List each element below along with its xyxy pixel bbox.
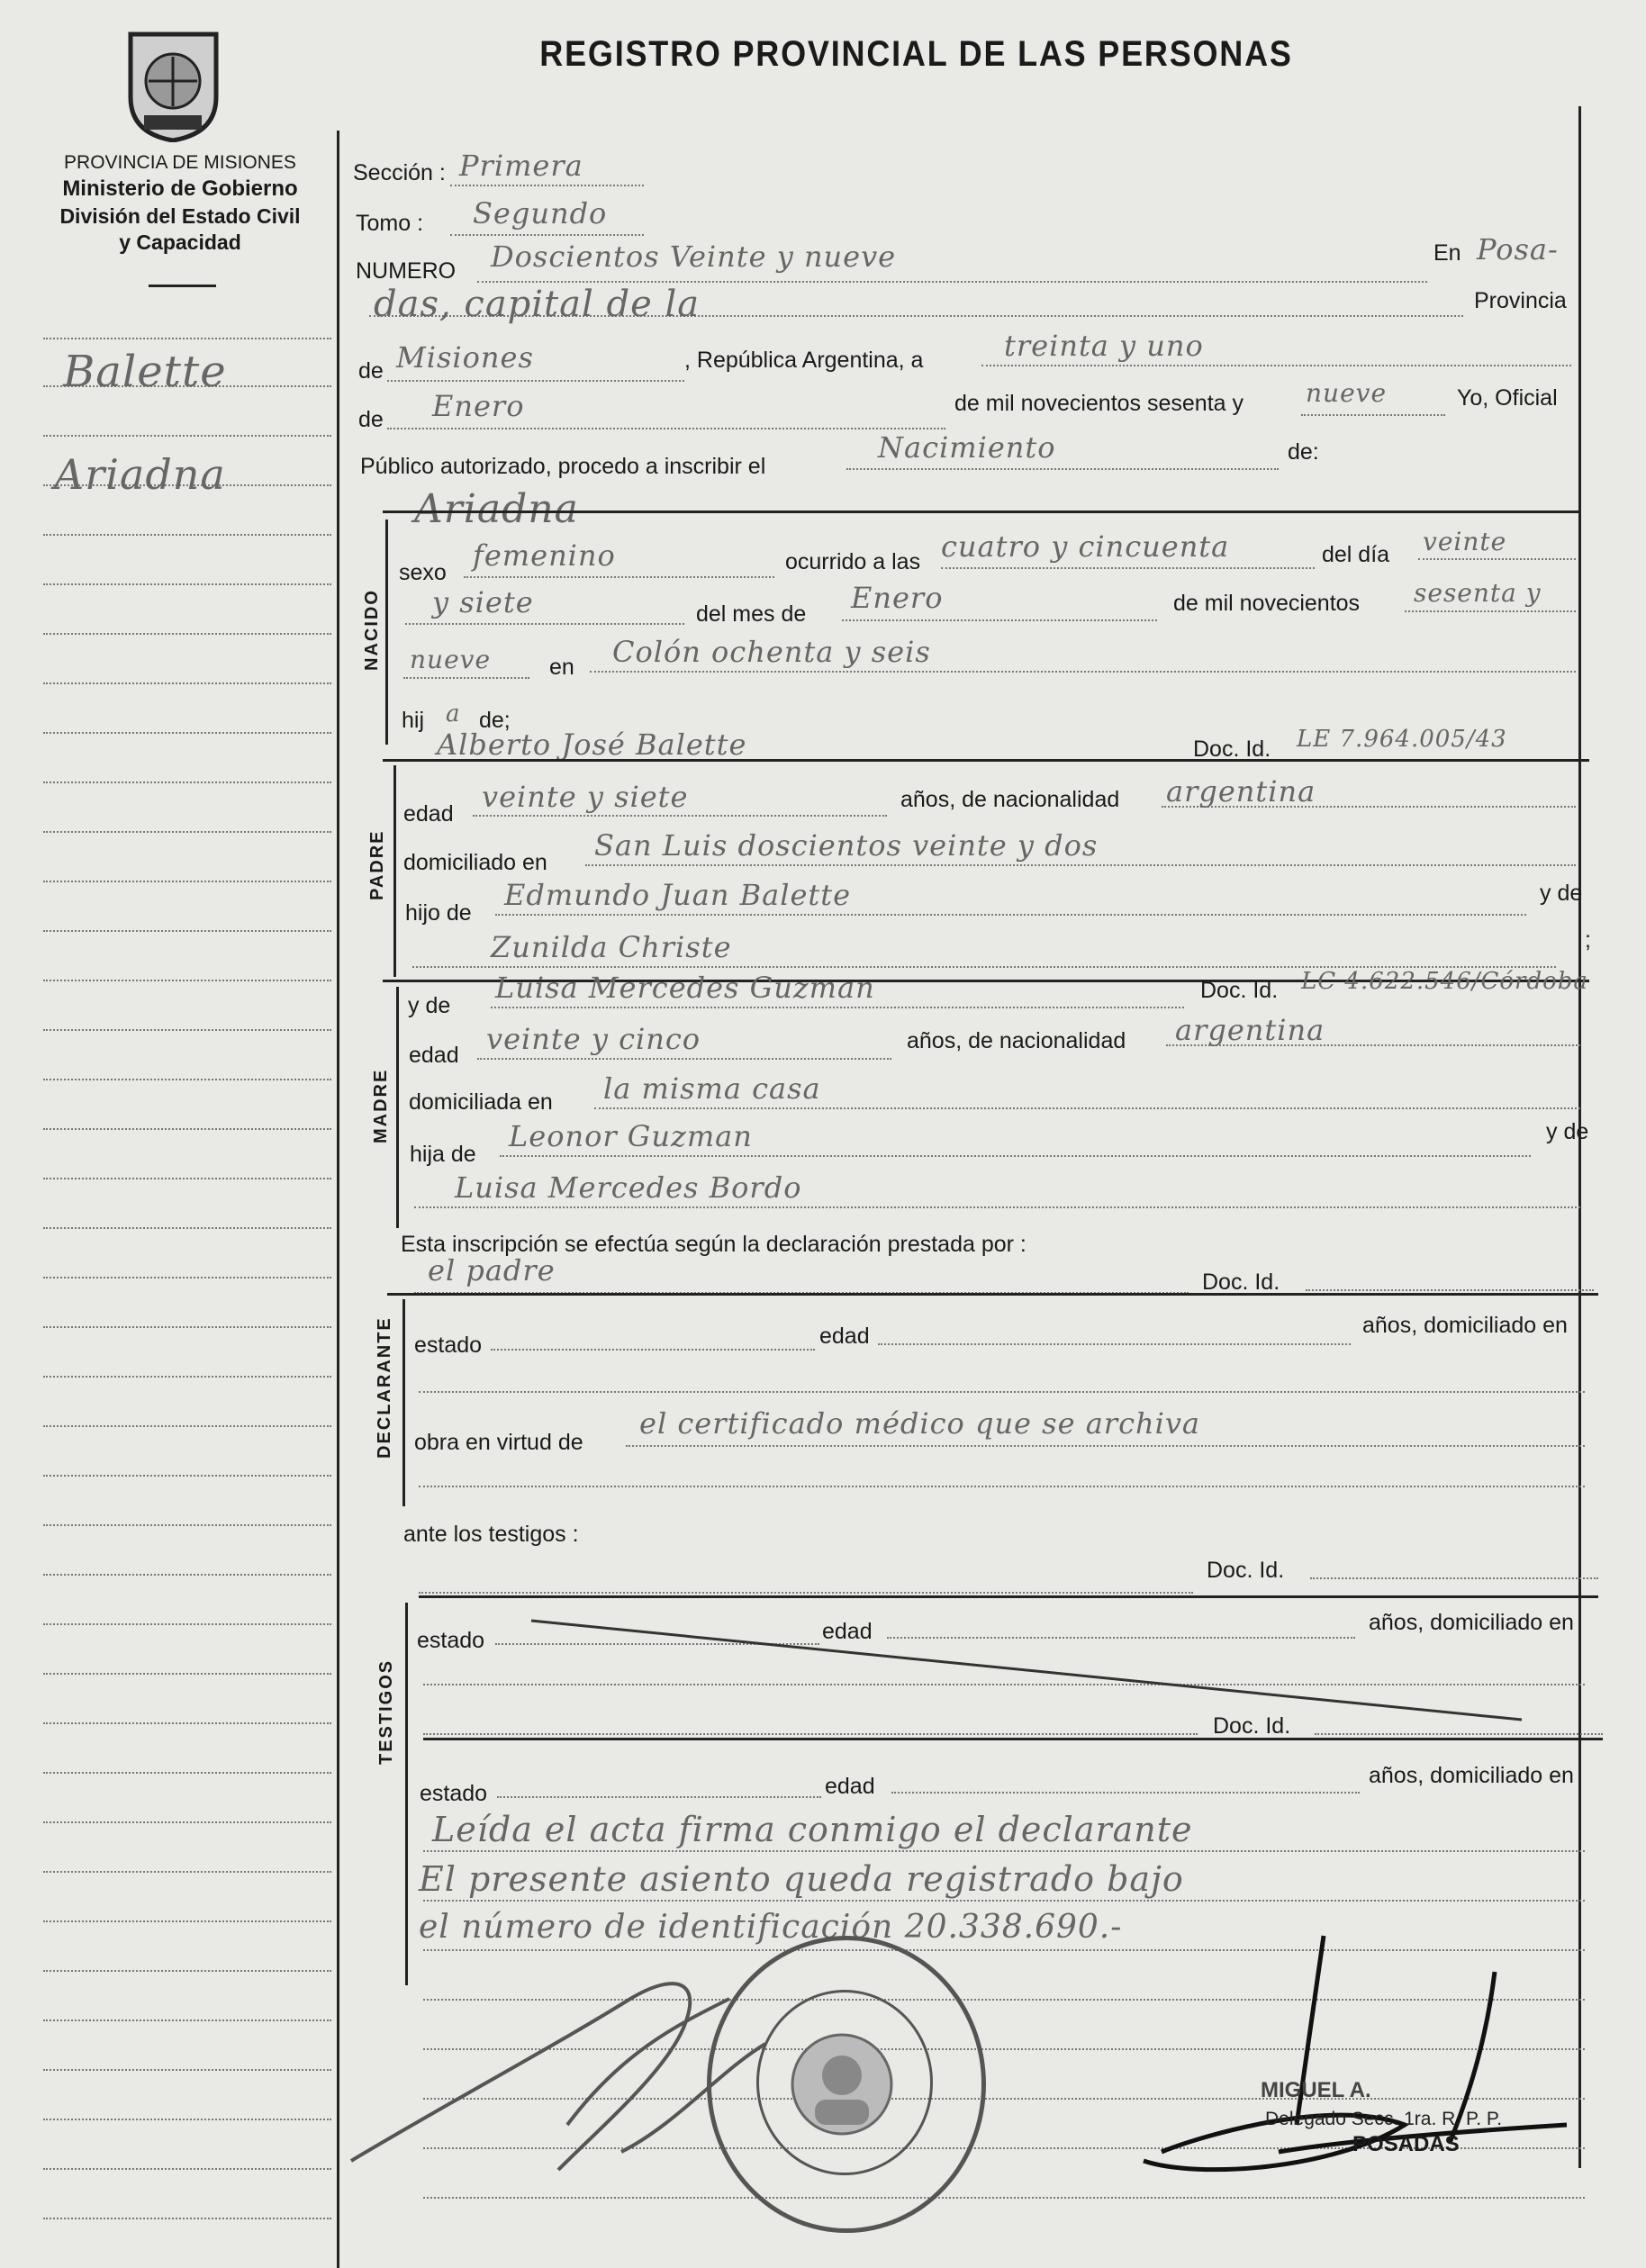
ano-line	[1301, 414, 1445, 416]
hij-suffix: a	[446, 700, 461, 727]
sexo-line	[464, 576, 774, 578]
madre-doc-value: LC 4.622.546/Córdoba	[1301, 968, 1588, 995]
madre-nombre: Luisa Mercedes Guzman	[495, 971, 875, 1005]
declarante-bracket	[402, 1299, 405, 1506]
madre-edad-line	[477, 1058, 891, 1060]
padre-hijo-de-value: Edmundo Juan Balette	[504, 878, 852, 912]
officer-name: MIGUEL A.	[1261, 2078, 1371, 2102]
nota2-value: El presente asiento queda registrado bajo	[419, 1859, 1184, 1899]
publico-label: Público autorizado, procedo a inscribir el	[360, 454, 766, 479]
nacido-side-label: NACIDO	[362, 589, 382, 671]
testigos-side-label: TESTIGOS	[376, 1658, 396, 1765]
declarante-estado-line	[491, 1349, 815, 1351]
declarante-edad-label: edad	[819, 1324, 870, 1349]
testigos-bracket	[405, 1603, 408, 1985]
declarante-anos-label: años, domiciliado en	[1362, 1313, 1568, 1338]
declarante-top-rule	[387, 1293, 1598, 1296]
obra-line-2	[419, 1486, 1585, 1487]
testigos-label: ante los testigos :	[403, 1522, 579, 1547]
testigo2-line	[423, 1733, 1198, 1735]
testigo2-doc-label: Doc. Id.	[1213, 1713, 1291, 1739]
mil-nov-label: de mil novecientos	[1173, 591, 1361, 616]
mil-label: de mil novecientos sesenta y	[954, 391, 1244, 416]
madre-hija-de-line	[500, 1155, 1531, 1157]
padre-y-de-label: y de	[1540, 881, 1583, 906]
padre-dom-label: domiciliado en	[403, 850, 547, 875]
en-lower-label: en	[549, 655, 574, 680]
sexo-label: sexo	[399, 560, 447, 585]
nacido-bracket	[385, 520, 388, 745]
margin-surname: Balette	[63, 347, 227, 397]
testigo1-doc-line	[1310, 1577, 1598, 1579]
padre-hijo-de-label: hijo de	[405, 900, 472, 926]
padre-edad-label: edad	[403, 801, 454, 827]
blank-line-5	[423, 2197, 1585, 2199]
ano-nac-line	[1405, 610, 1576, 612]
de-label-1: de	[358, 358, 384, 384]
testigo1-doc-label: Doc. Id.	[1207, 1558, 1285, 1583]
lugar-nac-value: Colón ochenta y seis	[612, 635, 931, 669]
madre-nombre-line	[491, 1007, 1184, 1008]
madre-side-label: MADRE	[371, 1068, 391, 1143]
madre-y-de-value: Luisa Mercedes Bordo	[455, 1170, 802, 1205]
testigo1-edad-label: edad	[822, 1619, 873, 1644]
declarante-doc-label: Doc. Id.	[1202, 1270, 1280, 1295]
madre-hija-de-label: hija de	[410, 1142, 476, 1167]
padre-dom-value: San Luis doscientos veinte y dos	[594, 828, 1099, 863]
madre-y-de-label: y de	[408, 993, 451, 1018]
nombre-value: Ariadna	[414, 486, 579, 532]
dia-value: treinta y uno	[1004, 329, 1204, 363]
republica-label: , República Argentina, a	[684, 348, 924, 373]
province-name: PROVINCIA DE MISIONES	[64, 152, 296, 173]
ocurrido-label: ocurrido a las	[785, 549, 921, 574]
nota1-line	[423, 1850, 1585, 1852]
madre-dom-value: la misma casa	[603, 1071, 821, 1106]
madre-hija-de-value: Leonor Guzman	[509, 1119, 753, 1153]
yo-label: Yo, Oficial	[1457, 385, 1558, 411]
ano-value: nueve	[1306, 378, 1388, 408]
padre-hijo-de-line	[495, 914, 1526, 916]
dia-nac-line	[1418, 558, 1576, 560]
page-title: REGISTRO PROVINCIAL DE LAS PERSONAS	[539, 34, 1293, 74]
acto-value: Nacimiento	[878, 430, 1056, 465]
testigo2-anos-label: años, domiciliado en	[1369, 1763, 1574, 1788]
tomo-value: Segundo	[473, 196, 608, 230]
en-label: En	[1433, 240, 1461, 266]
obra-label: obra en virtud de	[414, 1430, 583, 1455]
testigo1-rule	[419, 1595, 1598, 1598]
provincia-label: Provincia	[1474, 288, 1567, 313]
testigo2-doc-line	[1315, 1733, 1603, 1735]
nota1-value: Leída el acta firma conmigo el declarante	[432, 1810, 1193, 1849]
fecha-line	[981, 365, 1571, 366]
semicolon-label: ;	[1585, 927, 1591, 953]
declarante-dom-line	[419, 1391, 1585, 1393]
tomo-line	[450, 234, 644, 236]
official-signature	[1063, 1918, 1603, 2188]
sexo-value: femenino	[473, 538, 616, 573]
padre-side-label: PADRE	[367, 829, 387, 900]
officer-city: POSADAS	[1352, 2132, 1460, 2156]
padre-bracket	[393, 765, 396, 977]
madre-y-de2-label: y de	[1546, 1119, 1589, 1144]
madre-edad-value: veinte y cinco	[486, 1022, 701, 1056]
padre-nac-label: años, de nacionalidad	[900, 787, 1120, 812]
official-seal	[707, 1936, 986, 2233]
en-value: Posa-	[1477, 232, 1559, 267]
testigo1-estado-label: estado	[417, 1628, 485, 1653]
madre-edad-label: edad	[409, 1043, 459, 1068]
tomo-label: Tomo :	[356, 211, 424, 236]
de-label-2: de	[358, 407, 384, 432]
capacity-name: y Capacidad	[119, 230, 241, 255]
mes-nac-line	[842, 619, 1157, 621]
margin-given-name: Ariadna	[54, 450, 226, 499]
padre-edad-value: veinte y siete	[482, 780, 689, 814]
witness-cancel-stroke	[522, 1612, 1531, 1729]
de-semi-label: de;	[479, 708, 511, 733]
padre-y-de-value: Zunilda Christe	[491, 930, 732, 964]
dia-nac2-value: y siete	[432, 585, 534, 619]
madre-dom-label: domiciliada en	[409, 1089, 553, 1115]
testigo2-estado-label: estado	[420, 1781, 488, 1806]
declarante-doc-line	[1306, 1289, 1594, 1291]
acto-line	[846, 468, 1279, 470]
declarante-side-label: DECLARANTE	[375, 1316, 394, 1459]
padre-dom-line	[585, 864, 1576, 866]
left-margin-lines	[0, 0, 360, 2268]
declarante-value: el padre	[428, 1253, 556, 1288]
testigo2-edad-line	[891, 1792, 1360, 1794]
testigo2-rule	[423, 1738, 1603, 1740]
nota3-value: el número de identificación 20.338.690.-	[419, 1909, 1123, 1946]
madre-nac-label: años, de nacionalidad	[907, 1028, 1126, 1053]
mes-value: Enero	[432, 389, 525, 423]
hora-line	[941, 567, 1315, 569]
hij-label: hij	[402, 708, 425, 733]
lugar-value: das, capital de la	[374, 284, 701, 325]
hora-value: cuatro y cincuenta	[941, 529, 1230, 564]
ministry-name: Ministerio de Gobierno	[62, 176, 298, 201]
mes-line	[387, 428, 945, 429]
madre-y-de-line	[414, 1206, 1580, 1208]
del-mes-label: del mes de	[696, 601, 807, 627]
testigo2-edad-label: edad	[825, 1774, 875, 1799]
madre-bracket	[396, 987, 399, 1228]
del-dia-label: del día	[1322, 542, 1390, 567]
padre-nombre: Alberto José Balette	[437, 727, 747, 762]
de-colon-label: de:	[1288, 439, 1319, 465]
madre-doc-label: Doc. Id.	[1200, 978, 1279, 1003]
numero-label: NUMERO	[356, 258, 457, 284]
testigo1-line	[419, 1592, 1193, 1594]
provincia-line	[387, 380, 684, 382]
obra-line	[626, 1445, 1585, 1447]
padre-edad-line	[473, 815, 887, 817]
madre-nac-value: argentina	[1175, 1013, 1325, 1047]
seccion-label: Sección :	[353, 160, 446, 185]
seccion-value: Primera	[459, 149, 583, 183]
padre-doc-value: LE 7.964.005/43	[1297, 726, 1507, 753]
division-name: División del Estado Civil	[59, 203, 301, 228]
mes-nac-value: Enero	[851, 581, 944, 615]
provincia-value: Misiones	[396, 340, 534, 375]
declarante-edad-line	[878, 1343, 1351, 1345]
dia-nac2-line	[405, 623, 684, 625]
ano-nac2-value: nueve	[410, 645, 492, 674]
testigo1-anos-label: años, domiciliado en	[1369, 1610, 1574, 1635]
seal-emblem-icon	[783, 2026, 900, 2143]
officer-role: Delegado Secc. 1ra. R. P. P.	[1265, 2109, 1503, 2129]
declarante-estado-label: estado	[414, 1333, 483, 1358]
madre-dom-line	[594, 1107, 1580, 1109]
seccion-line	[450, 185, 644, 186]
inscripcion-label: Esta inscripción se efectúa según la declaración prestada por :	[401, 1232, 1026, 1257]
nota2-line	[423, 1900, 1585, 1902]
lugar-nac-line	[590, 671, 1576, 673]
obra-value: el certificado médico que se archiva	[639, 1406, 1200, 1441]
padre-nac-value: argentina	[1166, 774, 1316, 809]
testigo2-estado-line	[497, 1796, 821, 1798]
numero-line	[477, 281, 1427, 283]
numero-value: Doscientos Veinte y nueve	[491, 239, 897, 274]
nacido-top-rule	[383, 511, 1580, 513]
dia-nac-value: veinte	[1423, 527, 1507, 556]
ano-nac2-line	[403, 677, 529, 679]
ano-nac-value: sesenta y	[1414, 578, 1542, 608]
padre-doc-label: Doc. Id.	[1193, 736, 1271, 762]
padre-top-rule	[383, 759, 1589, 762]
